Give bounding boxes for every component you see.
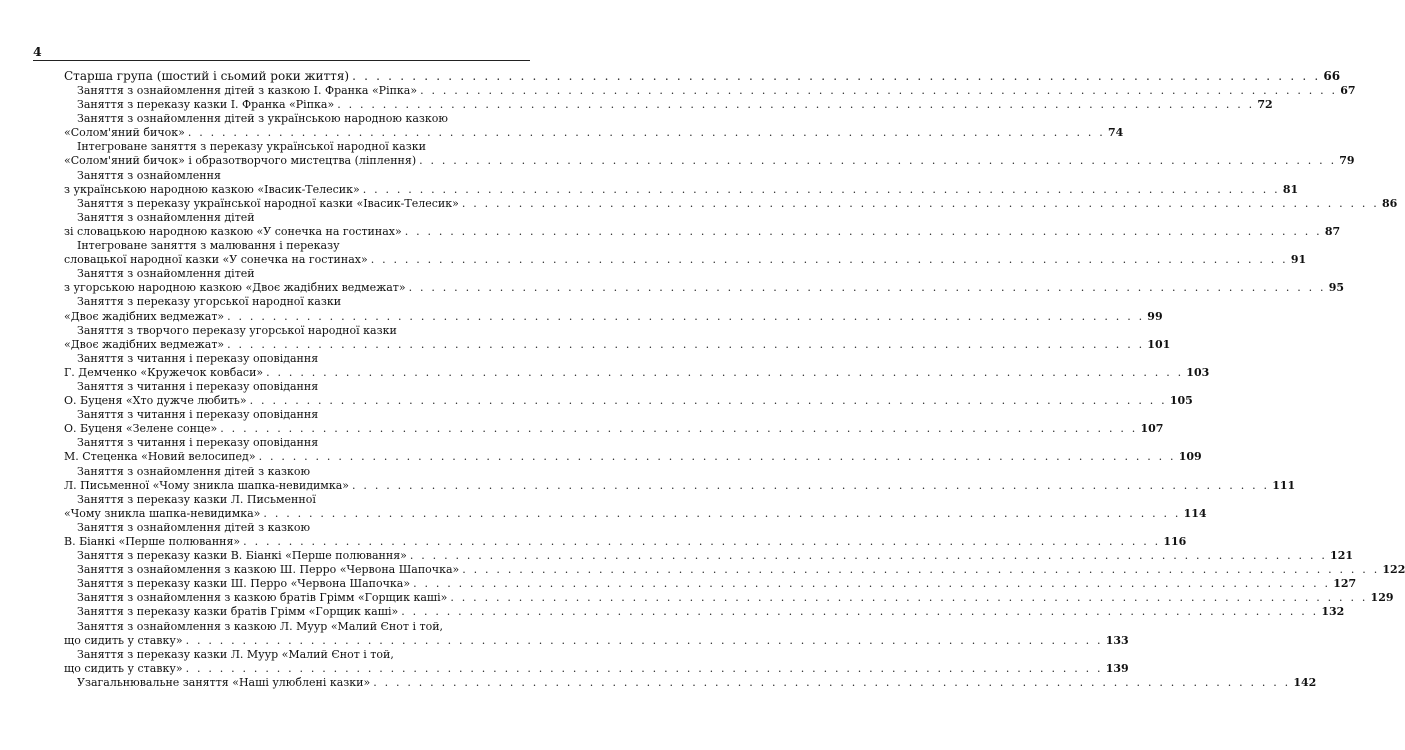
dot-leader xyxy=(224,338,1147,352)
toc-entry-line: Заняття з читання і переказу оповідання xyxy=(77,379,319,393)
toc-entry-page: 114 xyxy=(1183,506,1207,520)
dot-leader xyxy=(185,126,1108,140)
toc-entry-title: «Двоє жадібних ведмежат» xyxy=(64,337,225,351)
dot-leader xyxy=(183,662,1106,676)
toc-entry[interactable] xyxy=(64,379,1193,408)
toc-entry[interactable] xyxy=(64,168,1299,197)
dot-leader xyxy=(217,422,1140,436)
toc-entry-page: 121 xyxy=(1330,549,1354,563)
toc-entry-page: 87 xyxy=(1324,224,1341,238)
toc-entry-title: «Двоє жадібних ведмежат» xyxy=(64,309,225,323)
header-rule xyxy=(33,60,530,61)
toc-entry-page: 133 xyxy=(1105,633,1129,647)
toc-entry[interactable] xyxy=(64,605,1345,619)
toc-entry-line: Заняття з творчого переказу угорської народної казки xyxy=(77,323,397,337)
toc-entry-row xyxy=(64,98,1273,112)
toc-entry-row xyxy=(64,365,1210,380)
toc-entry-page: 67 xyxy=(1340,84,1356,97)
toc-group-heading[interactable] xyxy=(64,68,1341,84)
toc-entry-line: Інтегроване заняття з переказу української народної казки xyxy=(77,140,426,154)
toc-entry-row xyxy=(64,661,1129,676)
toc-entry-page: 86 xyxy=(1381,196,1398,210)
toc-entry[interactable] xyxy=(64,675,1317,690)
dot-leader xyxy=(183,634,1106,648)
toc-entry-page: 122 xyxy=(1382,563,1405,577)
toc-entry-line: Заняття з ознайомлення дітей xyxy=(77,210,255,224)
toc-entry-row xyxy=(64,394,1193,408)
toc-entry[interactable] xyxy=(64,267,1345,295)
toc-entry-page: 116 xyxy=(1163,535,1187,548)
dot-leader xyxy=(360,183,1283,197)
toc-entry-row xyxy=(64,281,1345,295)
dot-leader xyxy=(263,366,1186,380)
toc-entry-line: Заняття з ознайомлення xyxy=(77,168,221,182)
toc-entry-line: Заняття з читання і переказу оповідання xyxy=(77,408,319,422)
dot-leader xyxy=(402,225,1325,239)
toc-entry-title: Заняття з переказу казки братів Грімм «Горщик каші» xyxy=(77,605,399,619)
toc-entry-title: Заняття з ознайомлення дітей з казкою І. Франка «Ріпка» xyxy=(77,84,418,97)
toc-entry-page: 107 xyxy=(1140,422,1164,436)
toc-entry[interactable] xyxy=(64,295,1163,323)
toc-entry-title: «Чому зникла шапка-невидимка» xyxy=(64,506,261,520)
toc-entry[interactable] xyxy=(64,563,1405,577)
dot-leader xyxy=(224,310,1147,324)
toc-entry-page: 74 xyxy=(1108,126,1124,140)
toc-entry[interactable] xyxy=(64,140,1355,168)
toc-entry-row xyxy=(64,253,1307,267)
dot-leader xyxy=(417,84,1340,98)
toc-entry-row xyxy=(64,309,1163,324)
toc-entry[interactable] xyxy=(64,647,1129,676)
toc-entry-title: зі словацькою народною казкою «У сонечка на гостинах» xyxy=(64,224,402,238)
toc-entry-row xyxy=(64,577,1357,591)
toc-entry-title: О. Буценя «Зелене сонце» xyxy=(64,422,218,436)
dot-leader xyxy=(349,479,1272,493)
dot-leader xyxy=(370,676,1293,690)
dot-leader xyxy=(416,154,1339,168)
dot-leader xyxy=(398,605,1321,619)
toc-entry-page: 111 xyxy=(1272,478,1296,492)
toc-entry-title: М. Стеценка «Новий велосипед» xyxy=(64,450,256,464)
toc-entry-page: 142 xyxy=(1293,675,1317,689)
dot-leader xyxy=(368,253,1291,267)
toc-entry[interactable] xyxy=(64,436,1202,464)
toc-entry-line: Інтегроване заняття з малювання і переказу xyxy=(77,239,340,253)
toc-entry-row xyxy=(64,182,1299,197)
toc-entry[interactable] xyxy=(64,210,1341,239)
toc-entry-page: 72 xyxy=(1257,98,1273,112)
toc-entry[interactable] xyxy=(64,408,1164,436)
toc-entry-title: Заняття з ознайомлення з казкою Ш. Перро «Червона Шапочка» xyxy=(77,563,460,577)
toc-entry-page: 109 xyxy=(1178,450,1202,464)
toc-entry-title: що сидить у ставку» xyxy=(64,661,183,675)
toc-entry-row xyxy=(64,337,1171,352)
toc-entry-line: Заняття з ознайомлення дітей xyxy=(77,267,255,281)
toc-entry-row xyxy=(64,84,1356,98)
toc-entry-row xyxy=(64,591,1394,605)
toc-entry-page: 79 xyxy=(1339,154,1355,168)
toc-entry-title: «Солом'яний бичок» і образотворчого мистецтва (ліплення) xyxy=(64,154,417,168)
toc-entry[interactable] xyxy=(64,196,1398,211)
dot-leader xyxy=(406,281,1329,295)
toc-group-page: 66 xyxy=(1323,69,1341,83)
toc-entry[interactable] xyxy=(64,98,1273,112)
toc-entry-title: Заняття з переказу казки Ш. Перро «Червона Шапочка» xyxy=(77,577,411,591)
toc-group-title: Старша група (шостий і сьомий роки життя) xyxy=(64,69,350,83)
toc-entry[interactable] xyxy=(64,323,1171,352)
dot-leader xyxy=(410,577,1333,591)
toc-entry-page: 127 xyxy=(1333,577,1357,591)
toc-entry-row xyxy=(64,224,1341,239)
toc-entry[interactable] xyxy=(64,351,1210,380)
toc-entry-page: 105 xyxy=(1169,394,1193,408)
toc-entry-row xyxy=(64,675,1317,690)
table-of-contents xyxy=(64,68,1405,690)
toc-entry-page: 101 xyxy=(1147,337,1171,351)
toc-entries xyxy=(64,84,1405,690)
toc-entry-title: О. Буценя «Хто дужче любить» xyxy=(64,394,247,408)
toc-entry-title: що сидить у ставку» xyxy=(64,633,183,647)
toc-entry-line: Заняття з ознайомлення з казкою Л. Муур «Малий Єнот і той, xyxy=(77,619,444,633)
toc-entry-title: В. Біанкі «Перше полювання» xyxy=(64,535,241,548)
toc-entry-title: «Солом'яний бичок» xyxy=(64,126,185,140)
toc-entry[interactable] xyxy=(64,84,1356,98)
toc-entry-row xyxy=(64,422,1164,436)
toc-entry-line: Заняття з читання і переказу оповідання xyxy=(77,351,319,365)
toc-entry-title: Узагальнювальне заняття «Наші улюблені казки» xyxy=(77,675,371,689)
toc-entry-row xyxy=(64,478,1296,493)
toc-entry-line: Заняття з ознайомлення дітей з казкою xyxy=(77,464,311,478)
toc-entry-page: 129 xyxy=(1370,591,1394,605)
dot-leader xyxy=(240,535,1163,549)
toc-entry-row xyxy=(64,535,1187,549)
toc-entry[interactable] xyxy=(64,549,1354,563)
dot-leader xyxy=(334,98,1257,112)
toc-entry-row xyxy=(64,549,1354,563)
dot-leader xyxy=(247,394,1170,408)
toc-entry[interactable] xyxy=(64,492,1207,521)
toc-entry-page: 91 xyxy=(1290,253,1307,267)
toc-entry-line: Заняття з читання і переказу оповідання xyxy=(77,436,319,450)
toc-entry-row xyxy=(64,605,1345,619)
toc-entry-page: 81 xyxy=(1282,182,1299,196)
toc-entry-page: 95 xyxy=(1328,281,1345,295)
dot-leader xyxy=(459,563,1382,577)
dot-leader xyxy=(459,197,1382,211)
dot-leader xyxy=(349,68,1323,84)
toc-entry-title: Заняття з переказу української народної казки «Івасик-Телесик» xyxy=(77,196,459,210)
toc-entry-row xyxy=(64,154,1355,168)
toc-entry-row xyxy=(64,633,1129,648)
toc-entry[interactable] xyxy=(64,520,1187,549)
toc-entry[interactable] xyxy=(64,577,1357,591)
toc-entry-title: Г. Демченко «Кружечок ковбаси» xyxy=(64,365,264,379)
toc-entry[interactable] xyxy=(64,591,1394,605)
toc-entry-row xyxy=(64,450,1202,464)
toc-entry[interactable] xyxy=(64,619,1129,648)
toc-entry-page: 139 xyxy=(1105,661,1129,675)
toc-entry-line: Заняття з ознайомлення дітей з казкою xyxy=(77,520,311,534)
toc-entry[interactable] xyxy=(64,239,1307,267)
dot-leader xyxy=(256,450,1179,464)
toc-entry-title: Заняття з переказу казки І. Франка «Ріпка» xyxy=(77,98,335,112)
toc-entry-line: Заняття з переказу угорської народної казки xyxy=(77,295,342,309)
toc-entry-page: 132 xyxy=(1321,605,1345,619)
toc-entry-row xyxy=(64,126,1124,140)
toc-entry-page: 103 xyxy=(1186,365,1210,379)
toc-entry-title: з угорською народною казкою «Двоє жадібних ведмежат» xyxy=(64,281,406,295)
toc-entry-line: Заняття з ознайомлення дітей з українською народною казкою xyxy=(77,112,448,126)
toc-entry-row xyxy=(64,563,1405,577)
dot-leader xyxy=(260,507,1183,521)
toc-entry-title: з українською народною казкою «Івасик-Телесик» xyxy=(64,182,360,196)
page-number: 4 xyxy=(33,44,42,59)
toc-entry[interactable] xyxy=(64,464,1296,493)
toc-entry[interactable] xyxy=(64,112,1124,140)
toc-entry-row xyxy=(64,196,1398,211)
toc-entry-line: Заняття з переказу казки Л. Письменної xyxy=(77,492,316,506)
toc-entry-title: Л. Письменної «Чому зникла шапка-невидимка» xyxy=(64,478,350,492)
dot-leader xyxy=(447,591,1370,605)
toc-entry-title: Заняття з переказу казки В. Біанкі «Перше полювання» xyxy=(77,549,407,563)
toc-entry-row xyxy=(64,506,1207,521)
toc-entry-title: Заняття з ознайомлення з казкою братів Грімм «Горщик каші» xyxy=(77,591,448,605)
dot-leader xyxy=(407,549,1330,563)
toc-entry-title: словацької народної казки «У сонечка на гостинах» xyxy=(64,253,368,267)
toc-entry-line: Заняття з переказу казки Л. Муур «Малий Єнот і той, xyxy=(77,647,394,661)
toc-entry-page: 99 xyxy=(1147,309,1163,323)
